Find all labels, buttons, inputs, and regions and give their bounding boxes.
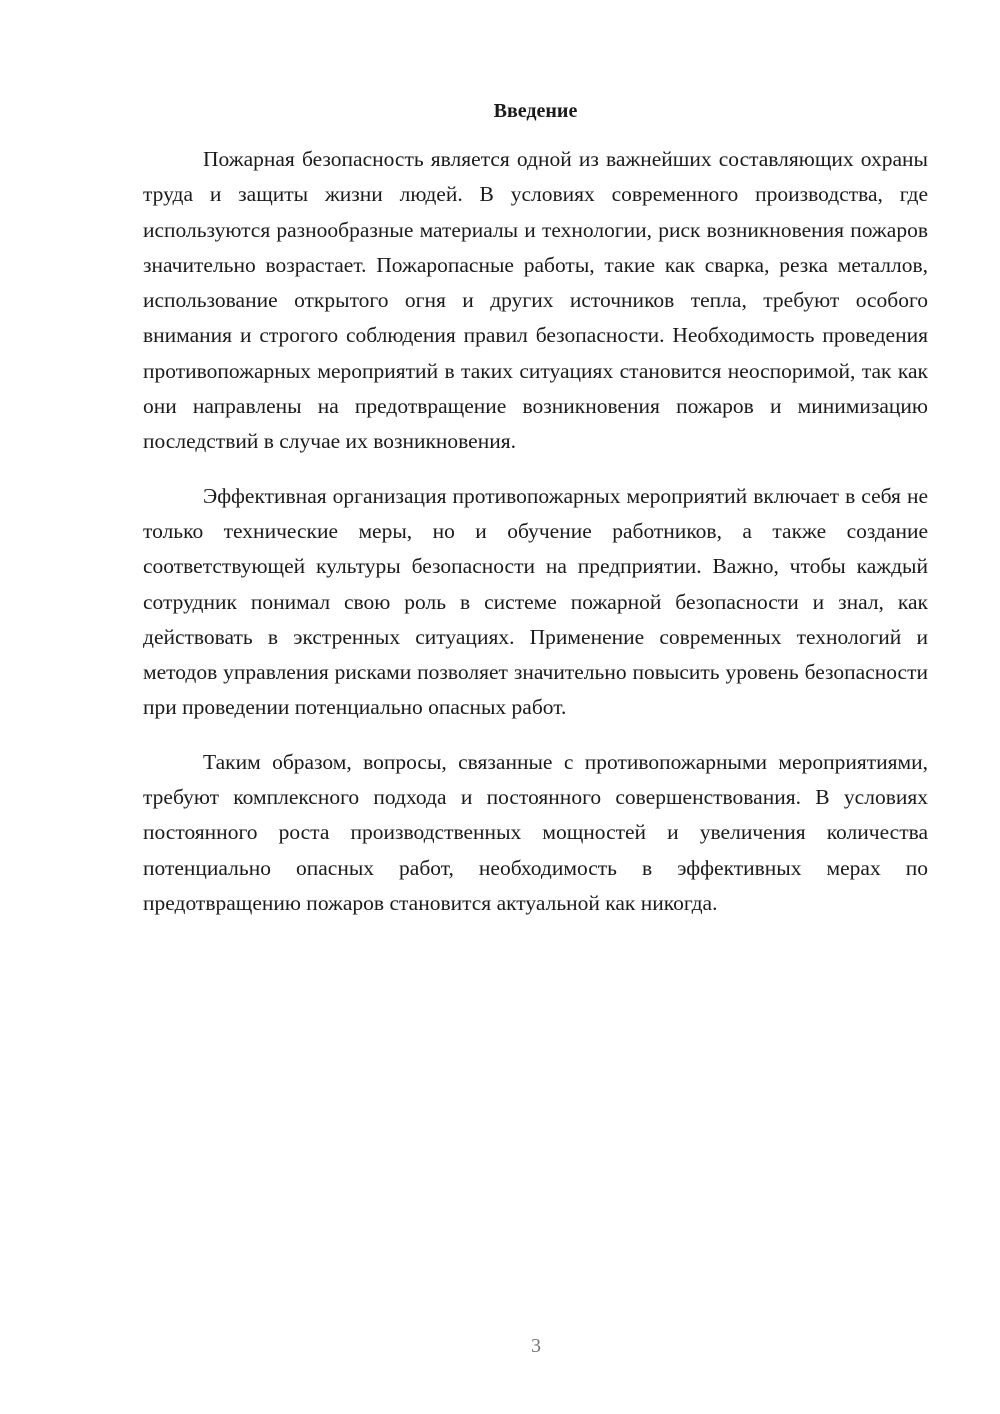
paragraph-2: Эффективная организация противопожарных мероприятий включает в себя не только технические меры, но и обучение работников, а также создание соответствующей культуры безопасности на предприятии. Важно, чтобы каждый сотрудник понимал свою роль в системе пожарной безопасности и знал, как действовать в экстренных ситуациях. Применение современных технологий и методов управления рисками позволяет значительно повысить уровень безопасности при проведении потенциально опасных работ. [143, 483, 928, 720]
document-body [143, 142, 928, 940]
section-title: Введение [493, 100, 578, 122]
paragraph-1: Пожарная безопасность является одной из важнейших составляющих охраны труда и защиты жизни людей. В условиях современного производства, где используются разнообразные материалы и технологии, риск возникновения пожаров значительно возрастает. Пожаропасные работы, такие как сварка, резка металлов, использование открытого огня и других источников тепла, требуют особого внимания и строгого соблюдения правил безопасности. Необходимость проведения противопожарных мероприятий в таких ситуациях становится неоспоримой, так как они направлены на предотвращение возникновения пожаров и минимизацию последствий в случае их возникновения. [143, 147, 928, 454]
page-number: 3 [531, 1335, 541, 1357]
paragraph-3: Таким образом, вопросы, связанные с противопожарными мероприятиями, требуют комплексного подхода и постоянного совершенствования. В условиях постоянного роста производственных мощностей и увеличения количества потенциально опасных работ, необходимость в эффективных мерах по предотвращению пожаров становится актуальной как никогда. [143, 749, 928, 915]
